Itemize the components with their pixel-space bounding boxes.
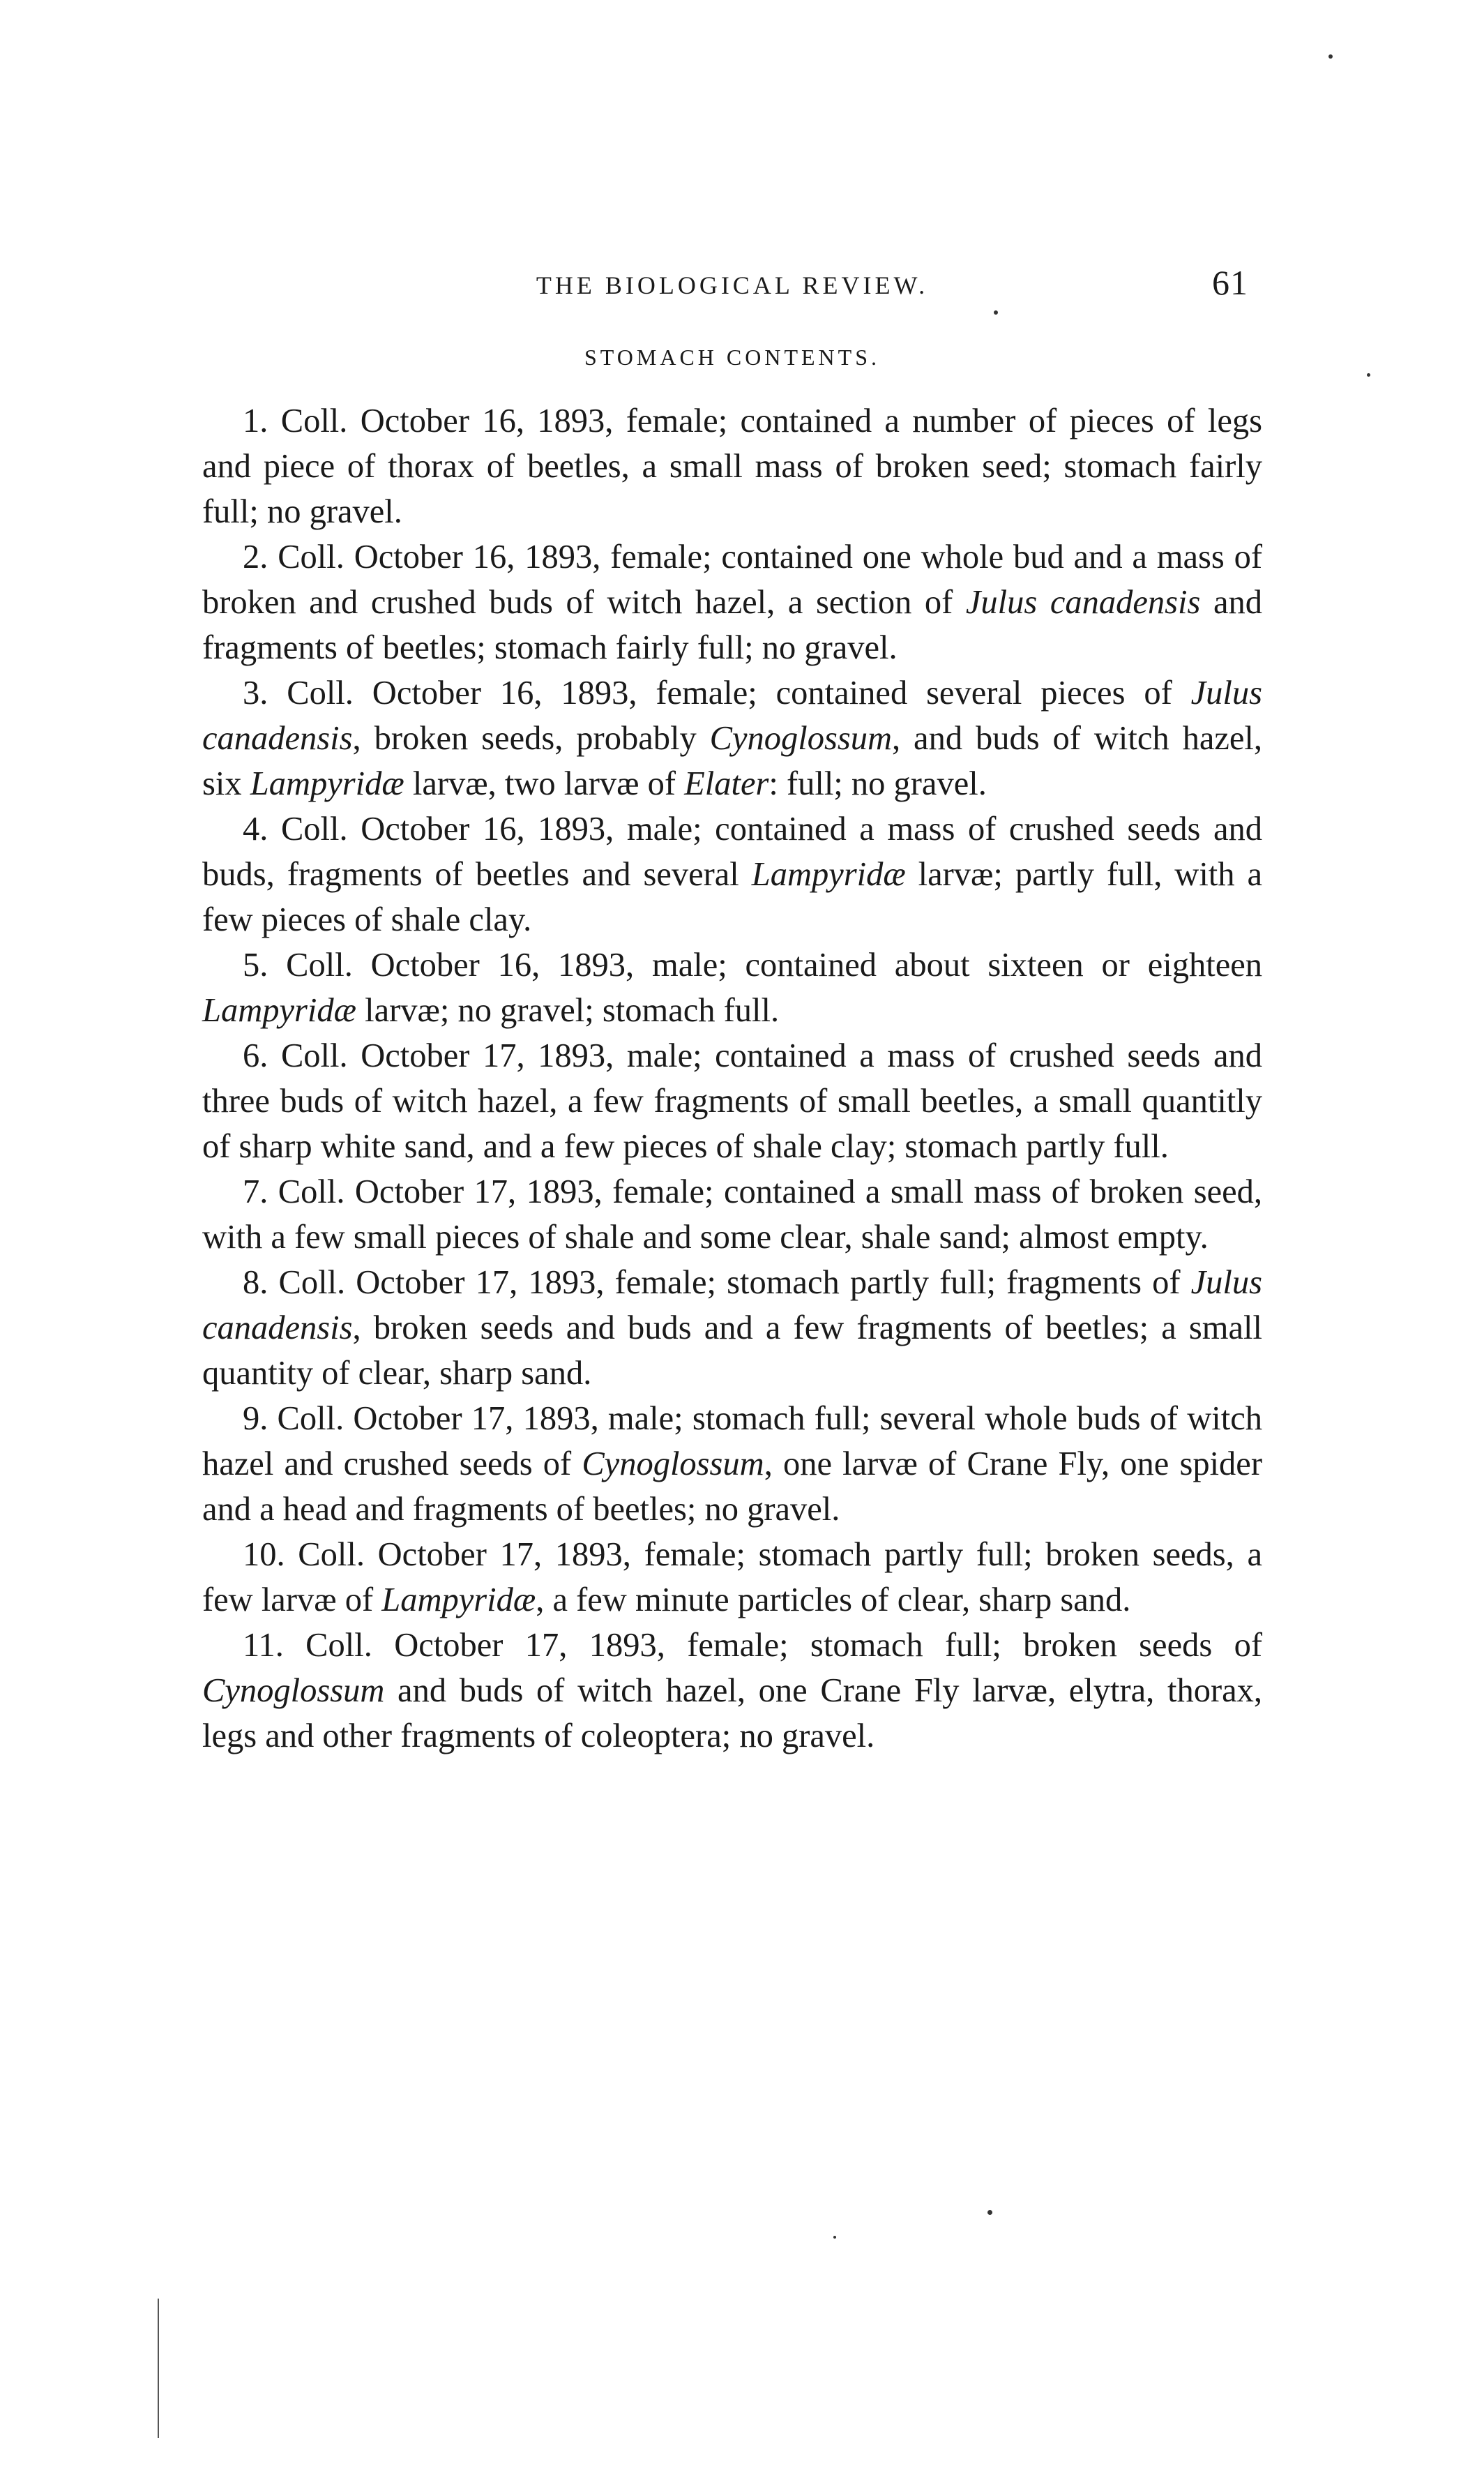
taxon-name: Lampyridæ [751, 856, 906, 893]
scan-speck [833, 2236, 836, 2239]
entry-5: 5. Coll. October 16, 1893, male; contained about sixteen or eighteen Lampyridæ larvæ; no gravel; stomach full. [202, 947, 1262, 1029]
page [202, 265, 1262, 1759]
entry-4: 4. Coll. October 16, 1893, male; contained a mass of crushed seeds and buds, fragments of beetles and several Lampyridæ larvæ; partly full, with a few pieces of shale clay. [202, 811, 1262, 938]
taxon-name: Cynoglossum [582, 1445, 764, 1482]
taxon-name: Julus canadensis [202, 1264, 1262, 1346]
scan-speck [987, 2210, 992, 2215]
scan-speck [1328, 54, 1333, 59]
taxon-name: Lampyridæ [202, 992, 356, 1029]
entry-9: 9. Coll. October 17, 1893, male; stomach full; several whole buds of witch hazel and crushed seeds of Cynoglossum, one larvæ of Crane Fly, one spider and a head and fragments of beetles; no gravel. [202, 1400, 1262, 1528]
taxon-name: Elater [684, 765, 769, 802]
taxon-name: Lampyridæ [381, 1581, 536, 1618]
scan-speck [994, 310, 998, 315]
scan-edge-line [158, 2299, 159, 2438]
taxon-name: Cynoglossum [202, 1672, 385, 1709]
entry-8: 8. Coll. October 17, 1893, female; stomach partly full; fragments of Julus canadensis, broken seeds and buds and a few fragments of beetles; a small quantity of clear, sharp sand. [202, 1264, 1262, 1392]
taxon-name: Lampyridæ [250, 765, 404, 802]
scan-speck [1367, 373, 1370, 377]
entry-7: 7. Coll. October 17, 1893, female; contained a small mass of broken seed, with a few small pieces of shale and some clear, shale sand; almost empty. [202, 1173, 1262, 1256]
taxon-name: Julus canadensis [965, 584, 1201, 621]
entry-2: 2. Coll. October 16, 1893, female; contained one whole bud and a mass of broken and crushed buds of witch hazel, a section of Julus canadensis and fragments of beetles; stomach fairly full; no gravel. [202, 539, 1263, 666]
entries-list [202, 398, 1262, 1759]
entry-11: 11. Coll. October 17, 1893, female; stomach full; broken seeds of Cynoglossum and buds of witch hazel, one Crane Fly larvæ, elytra, thorax, legs and other fragments of coleoptera; no gravel. [202, 1627, 1262, 1754]
entry-10: 10. Coll. October 17, 1893, female; stomach partly full; broken seeds, a few larvæ of Lampyridæ, a few minute particles of clear, sharp sand. [202, 1536, 1262, 1618]
entry-1: 1. Coll. October 16, 1893, female; contained a number of pieces of legs and piece of thorax of beetles, a small mass of broken seed; stomach fairly full; no gravel. [202, 403, 1262, 530]
entry-3: 3. Coll. October 16, 1893, female; contained several pieces of Julus canadensis, broken seeds, probably Cynoglossum, and buds of witch hazel, six Lampyridæ larvæ, two larvæ of Elater: full; no gravel. [202, 675, 1262, 802]
taxon-name: Julus canadensis [202, 675, 1262, 757]
running-head [202, 265, 1262, 314]
page-number: 61 [1212, 263, 1248, 302]
section-title: STOMACH CONTENTS. [584, 345, 880, 370]
taxon-name: Cynoglossum [709, 720, 892, 757]
journal-title: THE BIOLOGICAL REVIEW. [536, 271, 929, 299]
entry-6: 6. Coll. October 17, 1893, male; contained a mass of crushed seeds and three buds of witch hazel, a few fragments of small beetles, a small quantitly of sharp white sand, and a few pieces of shale clay; stomach partly full. [202, 1037, 1262, 1165]
